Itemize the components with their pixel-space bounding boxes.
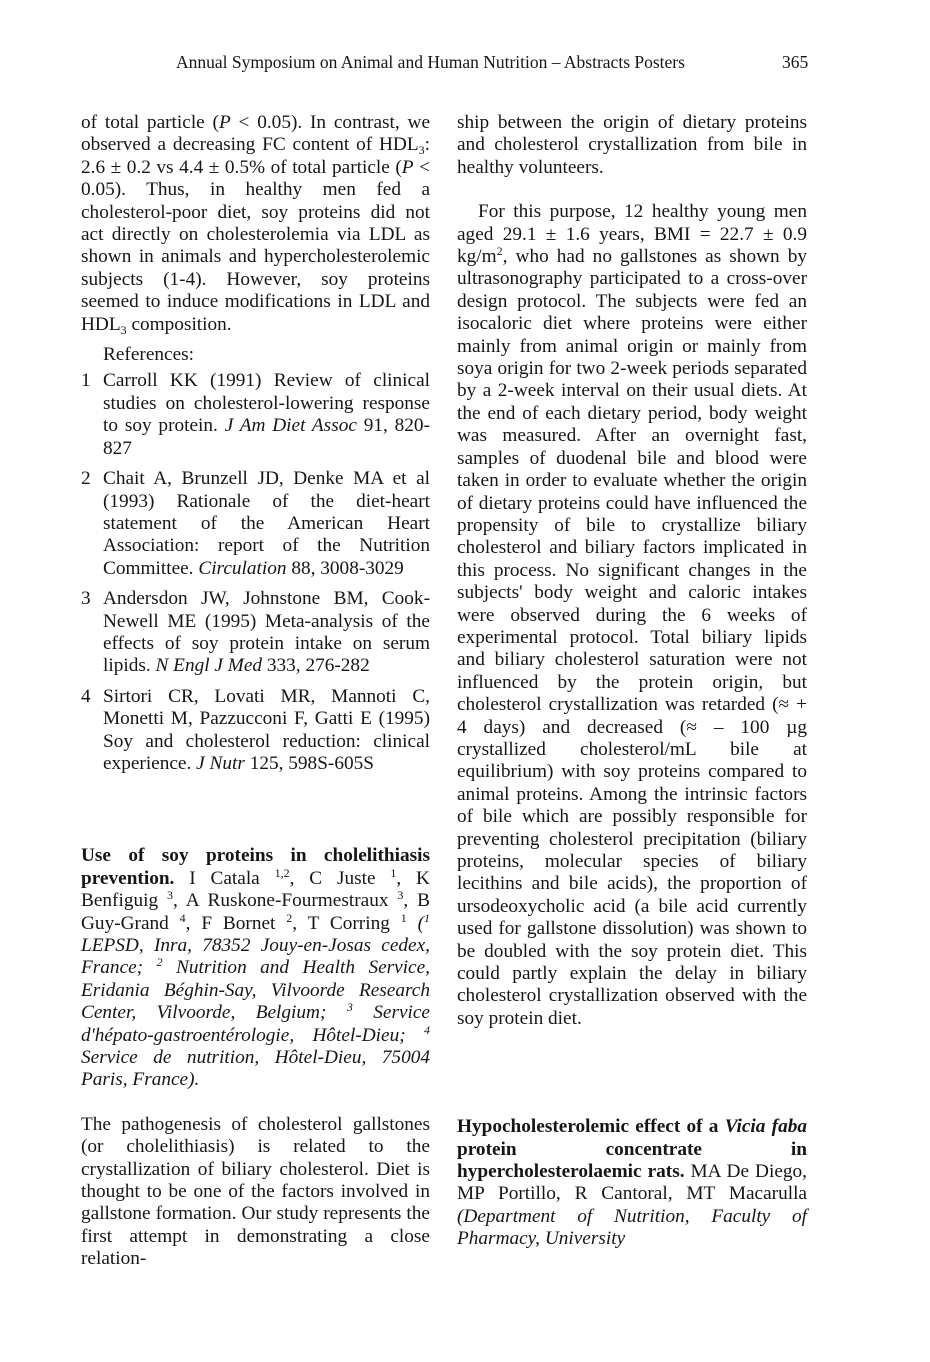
text: Andersdon JW, Johnstone BM, Cook-Newell ME (1995) Meta-analysis of the effects of soy protein intake on serum lipids. [103, 588, 430, 677]
reference-number: 4 [81, 685, 91, 707]
references-heading: References: [103, 344, 194, 366]
body-paragraph: The pathogenesis of cholesterol gallstones (or cholelithiasis) is related to the crystallization of biliary cholesterol. Diet is thought to be one of the factors involved in gallstone formation. Our study represents the first attempt in demonstrating a close relation- [81, 1113, 430, 1270]
text: Sirtori CR, Lovati MR, Mannoti C, Monetti M, Pazzucconi F, Gatti E (1995) Soy and cholesterol reduction: clinical experience. [103, 685, 430, 774]
superscript: 2 [156, 955, 163, 970]
author: , F Bornet [185, 912, 287, 934]
text: 333, 276-282 [262, 655, 370, 677]
author: I Catala [174, 867, 275, 889]
reference-number: 1 [81, 370, 91, 392]
text: Chait A, Brunzell JD, Denke MA et al (1993) Rationale of the diet-heart statement of the American Heart Association: report of the Nutrition Committee. [103, 468, 430, 579]
journal-name: Circulation [198, 557, 287, 579]
superscript: 2 [496, 244, 503, 259]
affiliation: Service de nutrition, Hôtel-Dieu, 75004 Paris, France). [81, 1047, 430, 1091]
spacer [81, 1092, 430, 1114]
superscript: 1,2 [274, 865, 290, 880]
superscript: 3 [397, 888, 404, 903]
author: , A Ruskone-Fourmestraux [173, 890, 398, 912]
authors: MA De Diego, MP Portillo, R Cantoral, MT Macarulla [457, 1161, 807, 1205]
affiliation: LEPSD, Inra, 78352 Jouy-en-Josas cedex, France; [81, 935, 430, 979]
abstract-heading [457, 1116, 807, 1250]
p-value-symbol: P [401, 156, 414, 178]
spacer [457, 179, 807, 201]
affiliation: (Department of Nutrition, Faculty of Pharmacy, University [457, 1205, 807, 1250]
text: composition. [126, 313, 232, 335]
reference-item [81, 588, 430, 678]
species-name: Vicia faba [724, 1116, 808, 1138]
text: , who had no gallstones as shown by ultrasonography participated to a cross-over design protocol. The subjects were fed an isocaloric diet where proteins were either mainly from animal origin or mainly from soya origin for two 2-week periods separated by a 2-week interval on their usual diets. At the end of each dietary period, body weight was measured. After an overnight fast, samples of duodenal bile and blood were taken in order to evaluate whether the origin of dietary proteins could have influenced the propensity of bile to crystallize biliary cholesterol and biliary factors implicated in this process. No significant changes in the subjects' body weight and caloric intakes were observed during the 6 weeks of experimental protocol. Total biliary lipids and biliary cholesterol saturation were not influenced by the protein origin, but cholesterol crystallization was retarded (≈ + 4 days) and decreased (≈ – 100 µg crystallized cholesterol/mL bile at equilibrium) with soy proteins compared to animal proteins. Among the intrinsic factors of bile which are possibly responsible for preventing cholesterol precipitation (biliary proteins, molecular species of biliary lecithins and bile acids), the proportion of ursodeoxycholic acid (a bile acid currently used for gallstone dissolution) was shown to be doubled with the soy protein diet. This could partly explain the delay in biliary cholesterol crystallization observed with the soy protein diet. [457, 246, 807, 1029]
journal-name: J Nutr [196, 752, 245, 774]
text: 125, 598S-605S [244, 752, 374, 774]
author: , T Corring [292, 912, 401, 934]
reference-text [103, 370, 430, 460]
superscript: 4 [179, 910, 186, 925]
continued-paragraph [81, 112, 430, 336]
author: , C Juste [289, 867, 391, 889]
affiliation: Nutrition and Health Service, Eridania Béghin-Say, Vilvoorde Research Center, Vilvoorde, Belgium; [81, 957, 430, 1024]
running-title: Annual Symposium on Animal and Human Nutrition – Abstracts Posters [176, 52, 685, 72]
author: , B Guy-Grand [81, 890, 430, 934]
text: < 0.05). In contrast, we observed a decreasing FC content of HDL [81, 112, 431, 156]
reference-number: 3 [81, 588, 91, 610]
text: ( [406, 912, 424, 934]
superscript: 1 [424, 910, 430, 925]
abstract-heading [81, 845, 430, 1091]
affiliation: Service d'hépato-gastroentérologie, Hôtel-Dieu; [81, 1002, 430, 1046]
text: Hypocholesterolemic effect of a [457, 1116, 725, 1138]
author: , K Benfiguig [81, 867, 430, 912]
subscript: 3 [418, 143, 425, 158]
reference-item [81, 468, 430, 580]
text: < 0.05). Thus, in healthy men fed a cholesterol-poor diet, soy proteins did not act directly on cholesterolemia via LDL as shown in animals and hypercholesterolemic subjects (1-4). However, soy proteins seemed to induce modifications in LDL and HDL [81, 156, 430, 335]
text: For this purpose, 12 healthy young men aged 29.1 ± 1.6 years, BMI = 22.7 ± 0.9 kg/m [457, 201, 807, 268]
left-column [81, 112, 430, 1271]
journal-name: J Am Diet Assoc [224, 415, 357, 437]
superscript: 3 [167, 888, 174, 903]
superscript: 3 [346, 1000, 353, 1015]
superscript: 1 [390, 865, 397, 880]
reference-item [81, 686, 430, 776]
right-column [457, 112, 807, 1251]
text: of total particle ( [81, 112, 219, 133]
superscript: 4 [424, 1022, 430, 1037]
abstract-title: Use of soy proteins in cholelithiasis prevention. [81, 845, 430, 889]
text: : 2.6 ± 0.2 vs 4.4 ± 0.5% of total particle ( [81, 134, 430, 178]
superscript: 1 [400, 910, 407, 925]
p-value-symbol: P [218, 112, 231, 133]
page-number: 365 [782, 52, 809, 72]
body-paragraph [457, 201, 807, 1030]
running-header [0, 50, 930, 76]
superscript: 2 [286, 910, 293, 925]
text: protein concentrate in hypercholesterolaemic rats. [457, 1138, 807, 1183]
spacer [457, 1030, 807, 1116]
reference-text [103, 686, 430, 776]
reference-item [81, 370, 430, 460]
reference-text [103, 588, 430, 678]
reference-number: 2 [81, 468, 91, 490]
text: 88, 3008-3029 [286, 557, 404, 579]
reference-text [103, 468, 430, 580]
journal-name: N Engl J Med [155, 655, 263, 677]
subscript: 3 [120, 322, 127, 337]
continued-paragraph: ship between the origin of dietary proteins and cholesterol crystallization from bile in healthy volunteers. [457, 112, 807, 178]
text: Carroll KK (1991) Review of clinical studies on cholesterol-lowering response to soy protein. [103, 370, 430, 437]
text: 91, 820-827 [103, 415, 430, 459]
